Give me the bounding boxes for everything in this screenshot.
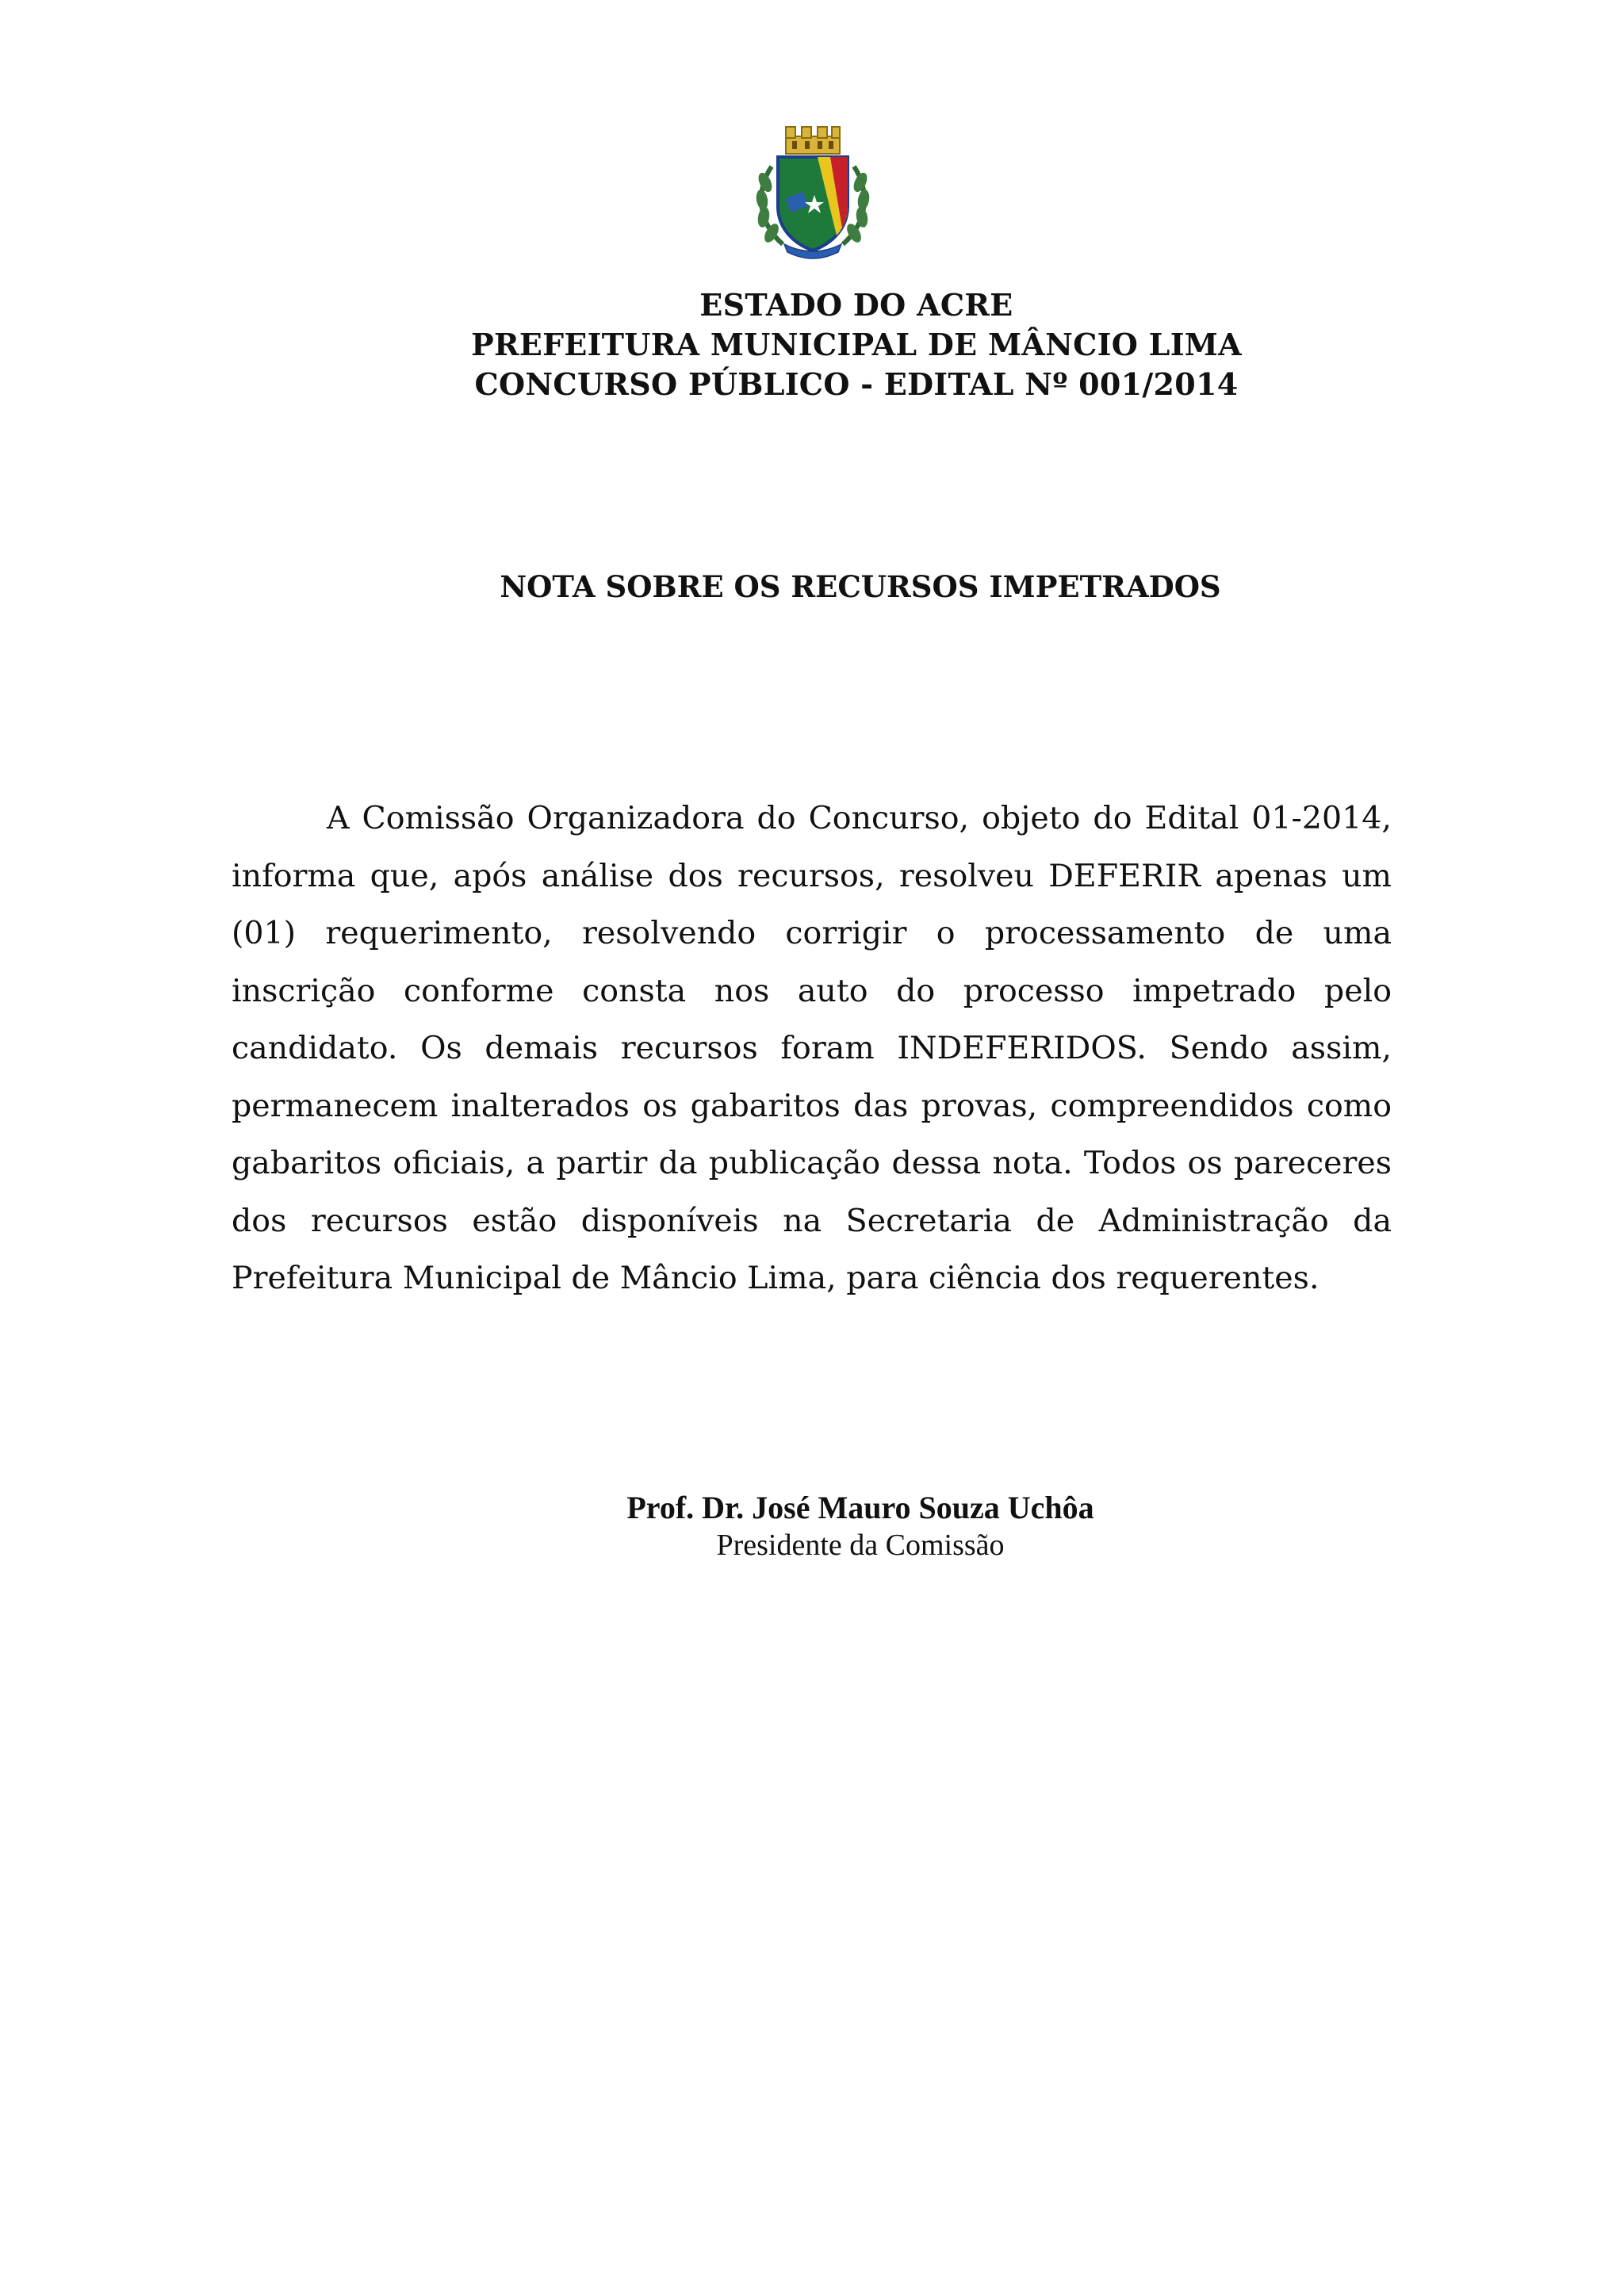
signatory-role: Presidente da Comissão bbox=[716, 1529, 1005, 1562]
body-paragraph: A Comissão Organizadora do Concurso, objeto do Edital 01-2014, informa que, após análise dos recursos, resolveu DEFERIR apenas um (01) requerimento, resolvendo corrigir o processamento de uma inscrição conforme consta nos auto do processo impetrado pelo candidato. Os demais recursos foram INDEFERIDOS. Sendo assim, permanecem inalterados os gabaritos das provas, compreendidos como gabaritos oficiais, a partir da publicação dessa nota. Todos os pareceres dos recursos estão disponíveis na Secretaria de Administração da Prefeitura Municipal de Mâncio Lima, para ciência dos requerentes. bbox=[232, 800, 1392, 1296]
header-edital: CONCURSO PÚBLICO - EDITAL Nº 001/2014 bbox=[474, 366, 1239, 402]
document-header bbox=[0, 285, 1624, 404]
note-title: NOTA SOBRE OS RECURSOS IMPETRADOS bbox=[500, 569, 1221, 604]
header-municipality: PREFEITURA MUNICIPAL DE MÂNCIO LIMA bbox=[471, 327, 1242, 362]
signatory-name: Prof. Dr. José Mauro Souza Uchôa bbox=[626, 1490, 1094, 1525]
signature-block bbox=[0, 1489, 1624, 1563]
header-state: ESTADO DO ACRE bbox=[699, 287, 1013, 323]
coat-of-arms-emblem bbox=[741, 119, 884, 262]
coat-of-arms-icon bbox=[741, 119, 884, 262]
